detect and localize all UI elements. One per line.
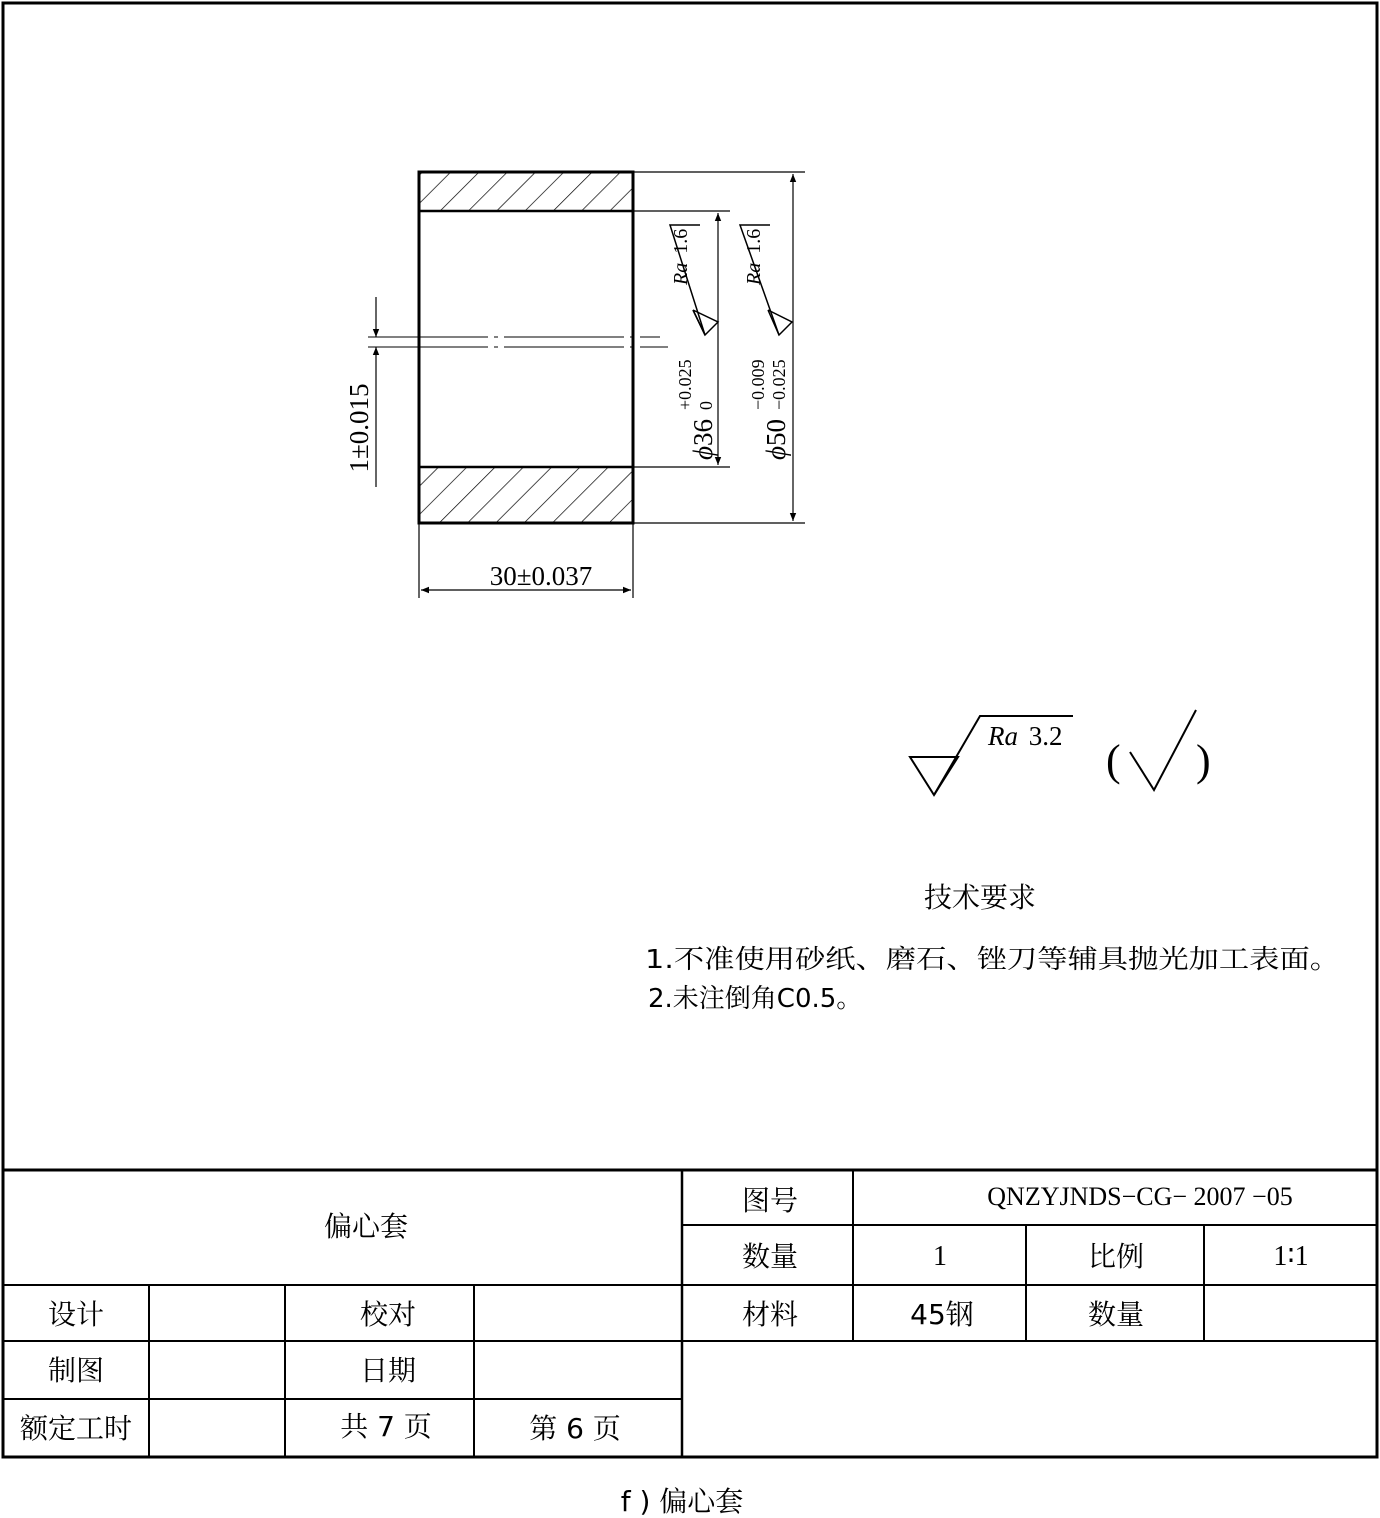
quantity-value: 1 bbox=[933, 1241, 947, 1272]
drawing-border bbox=[3, 3, 1377, 1457]
bore-nominal: 36 bbox=[688, 419, 718, 447]
bore-lower-tolerance: 0 bbox=[696, 401, 716, 410]
date-label: 日期 bbox=[359, 1354, 417, 1387]
figure-caption: f ) 偏心套 bbox=[620, 1485, 744, 1518]
dimension-length bbox=[419, 523, 633, 598]
roughness-symbol-outer bbox=[740, 225, 792, 335]
part-name: 偏心套 bbox=[323, 1210, 409, 1243]
part-section-view bbox=[368, 172, 668, 523]
outer-ra-value: 1.6 bbox=[743, 228, 765, 254]
tech-requirements-title: 技术要求 bbox=[923, 881, 1037, 914]
hatch-top-wall bbox=[419, 172, 633, 211]
bore-diameter-symbol: ϕ bbox=[688, 446, 718, 460]
outer-upper-tolerance: −0.009 bbox=[748, 359, 768, 410]
quantity2-label: 数量 bbox=[1087, 1298, 1145, 1331]
outer-lower-tolerance: −0.025 bbox=[769, 359, 789, 410]
check-label: 校对 bbox=[359, 1298, 417, 1331]
runout-label: 1±0.015 bbox=[344, 383, 374, 473]
quantity-label: 数量 bbox=[741, 1240, 799, 1273]
total-pages: 共 7 页 bbox=[340, 1410, 432, 1443]
general-paren-open: ( bbox=[1106, 736, 1121, 785]
scale-value: 1∶1 bbox=[1273, 1241, 1309, 1272]
svg-text:Ra 1.6 bbox=[743, 229, 765, 286]
svg-text:Ra 3.2 bbox=[987, 721, 1063, 751]
roughness-general bbox=[910, 710, 1211, 795]
drawing-no-label: 图号 bbox=[741, 1184, 799, 1217]
outer-ra-label: Ra bbox=[743, 262, 765, 285]
bore-ra-label: Ra bbox=[670, 262, 692, 285]
page-number: 第 6 页 bbox=[529, 1412, 621, 1445]
outer-diameter-symbol: ϕ bbox=[761, 446, 791, 460]
design-label: 设计 bbox=[47, 1298, 105, 1331]
material-label: 材料 bbox=[741, 1298, 799, 1331]
outer-nominal: 50 bbox=[761, 419, 791, 447]
general-paren-close: ) bbox=[1196, 736, 1211, 785]
dimension-bore bbox=[633, 211, 730, 467]
tech-requirements bbox=[645, 881, 1340, 1014]
drawing-no-value: QNZYJNDS−CG− 2007 −05 bbox=[987, 1182, 1293, 1211]
bore-ra-value: 1.6 bbox=[670, 228, 692, 254]
tech-requirement-1: 1.不准使用砂纸、磨石、锉刀等辅具抛光加工表面。 bbox=[645, 945, 1340, 975]
svg-text:ϕ36 bbox=[688, 419, 718, 460]
tech-requirement-2: 2.未注倒角C0.5。 bbox=[648, 984, 863, 1014]
length-label: 30±0.037 bbox=[489, 561, 593, 591]
bore-upper-tolerance: +0.025 bbox=[675, 359, 695, 410]
dimension-runout bbox=[344, 297, 376, 487]
work-hours-label: 额定工时 bbox=[19, 1412, 133, 1445]
title-block-text bbox=[20, 1182, 1309, 1445]
roughness-symbol-bore bbox=[670, 225, 718, 335]
check-mark-icon bbox=[1130, 710, 1196, 790]
material-value: 45钢 bbox=[910, 1298, 974, 1331]
svg-text:ϕ50 bbox=[761, 419, 791, 460]
general-ra-label: Ra bbox=[988, 721, 1018, 751]
drafting-label: 制图 bbox=[47, 1354, 105, 1387]
general-ra-value: 3.2 bbox=[1028, 721, 1063, 751]
title-block bbox=[3, 1170, 1377, 1457]
scale-label: 比例 bbox=[1087, 1240, 1145, 1273]
hatch-bottom-wall bbox=[419, 467, 633, 523]
